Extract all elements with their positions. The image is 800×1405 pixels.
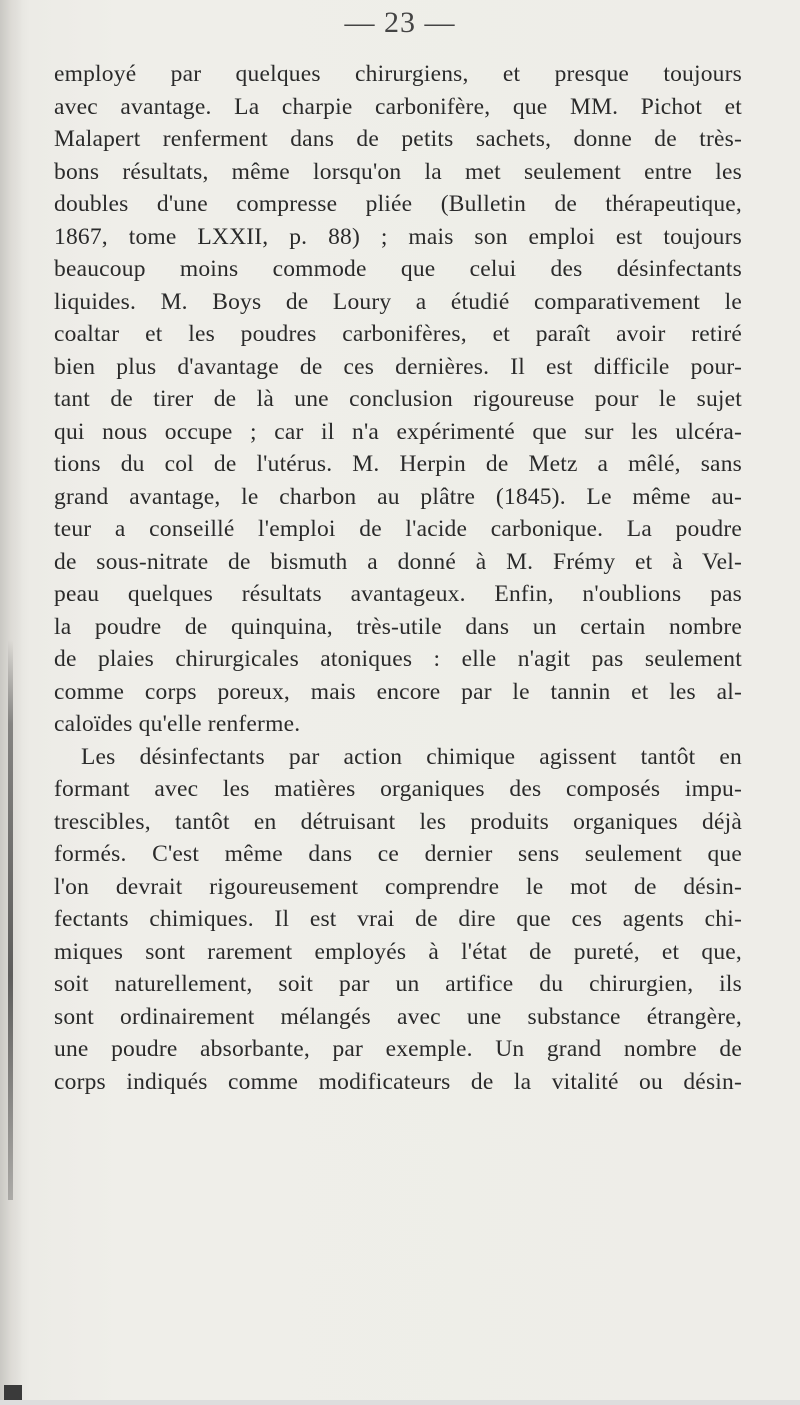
text-line: peau quelques résultats avantageux. Enfin, n'oublions pas	[54, 581, 742, 607]
text-line-paragraph-end: caloïdes qu'elle renferme.	[54, 711, 301, 737]
text-line: miques sont rarement employés à l'état de pureté, et que,	[54, 938, 742, 965]
text-line: beaucoup moins commode que celui des désinfectants	[54, 256, 742, 282]
text-line: soit naturellement, soit par un artifice du chirurgien, ils	[54, 971, 742, 997]
text-line: corps indiqués comme modificateurs de la vitalité ou désin-	[54, 1068, 742, 1095]
text-line: bons résultats, même lorsqu'on la met seulement entre les	[54, 158, 742, 185]
text-line: qui nous occupe ; car il n'a expérimenté que sur les ulcéra-	[54, 418, 742, 445]
text-line: Malapert renferment dans de petits sachets, donne de très-	[54, 126, 742, 152]
page-bottom-edge	[0, 1400, 800, 1405]
text-line: la poudre de quinquina, très-utile dans un certain nombre	[54, 613, 742, 640]
text-line: tions du col de l'utérus. M. Herpin de Metz a mêlé, sans	[54, 451, 742, 477]
text-line: grand avantage, le charbon au plâtre (1845). Le même au-	[54, 483, 742, 510]
text-line: 1867, tome LXXII, p. 88) ; mais son emploi est toujours	[54, 223, 742, 250]
text-line: bien plus d'avantage de ces dernières. Il est difficile pour-	[54, 353, 742, 380]
text-line: teur a conseillé l'emploi de l'acide carbonique. La poudre	[54, 516, 742, 542]
text-line: employé par quelques chirurgiens, et presque toujours	[54, 61, 742, 87]
text-line-paragraph-start: Les désinfectants par action chimique agissent tantôt en	[81, 743, 742, 770]
body-text	[54, 58, 742, 1098]
text-line: sont ordinairement mélangés avec une substance étrangère,	[54, 1003, 742, 1030]
text-line: liquides. M. Boys de Loury a étudié comparativement le	[54, 288, 742, 315]
text-line: tant de tirer de là une conclusion rigoureuse pour le sujet	[54, 386, 742, 412]
text-line: doubles d'une compresse pliée (Bulletin de thérapeutique,	[54, 191, 742, 217]
binding-edge-mark	[8, 640, 13, 1200]
text-line: comme corps poreux, mais encore par le tannin et les al-	[54, 678, 742, 705]
text-line: formés. C'est même dans ce dernier sens seulement que	[54, 841, 742, 867]
text-line: coaltar et les poudres carbonifères, et paraît avoir retiré	[54, 321, 742, 347]
text-line: une poudre absorbante, par exemple. Un grand nombre de	[54, 1036, 742, 1062]
text-line: de sous-nitrate de bismuth a donné à M. Frémy et à Vel-	[54, 548, 742, 575]
text-line: trescibles, tantôt en détruisant les produits organiques déjà	[54, 808, 742, 835]
text-line: l'on devrait rigoureusement comprendre le mot de désin-	[54, 873, 742, 900]
text-line: formant avec les matières organiques des composés impu-	[54, 776, 742, 802]
text-line: de plaies chirurgicales atoniques : elle n'agit pas seulement	[54, 646, 742, 672]
text-line: fectants chimiques. Il est vrai de dire que ces agents chi-	[54, 906, 742, 932]
page-number: — 23 —	[344, 6, 456, 39]
text-line: avec avantage. La charpie carbonifère, que MM. Pichot et	[54, 93, 742, 120]
